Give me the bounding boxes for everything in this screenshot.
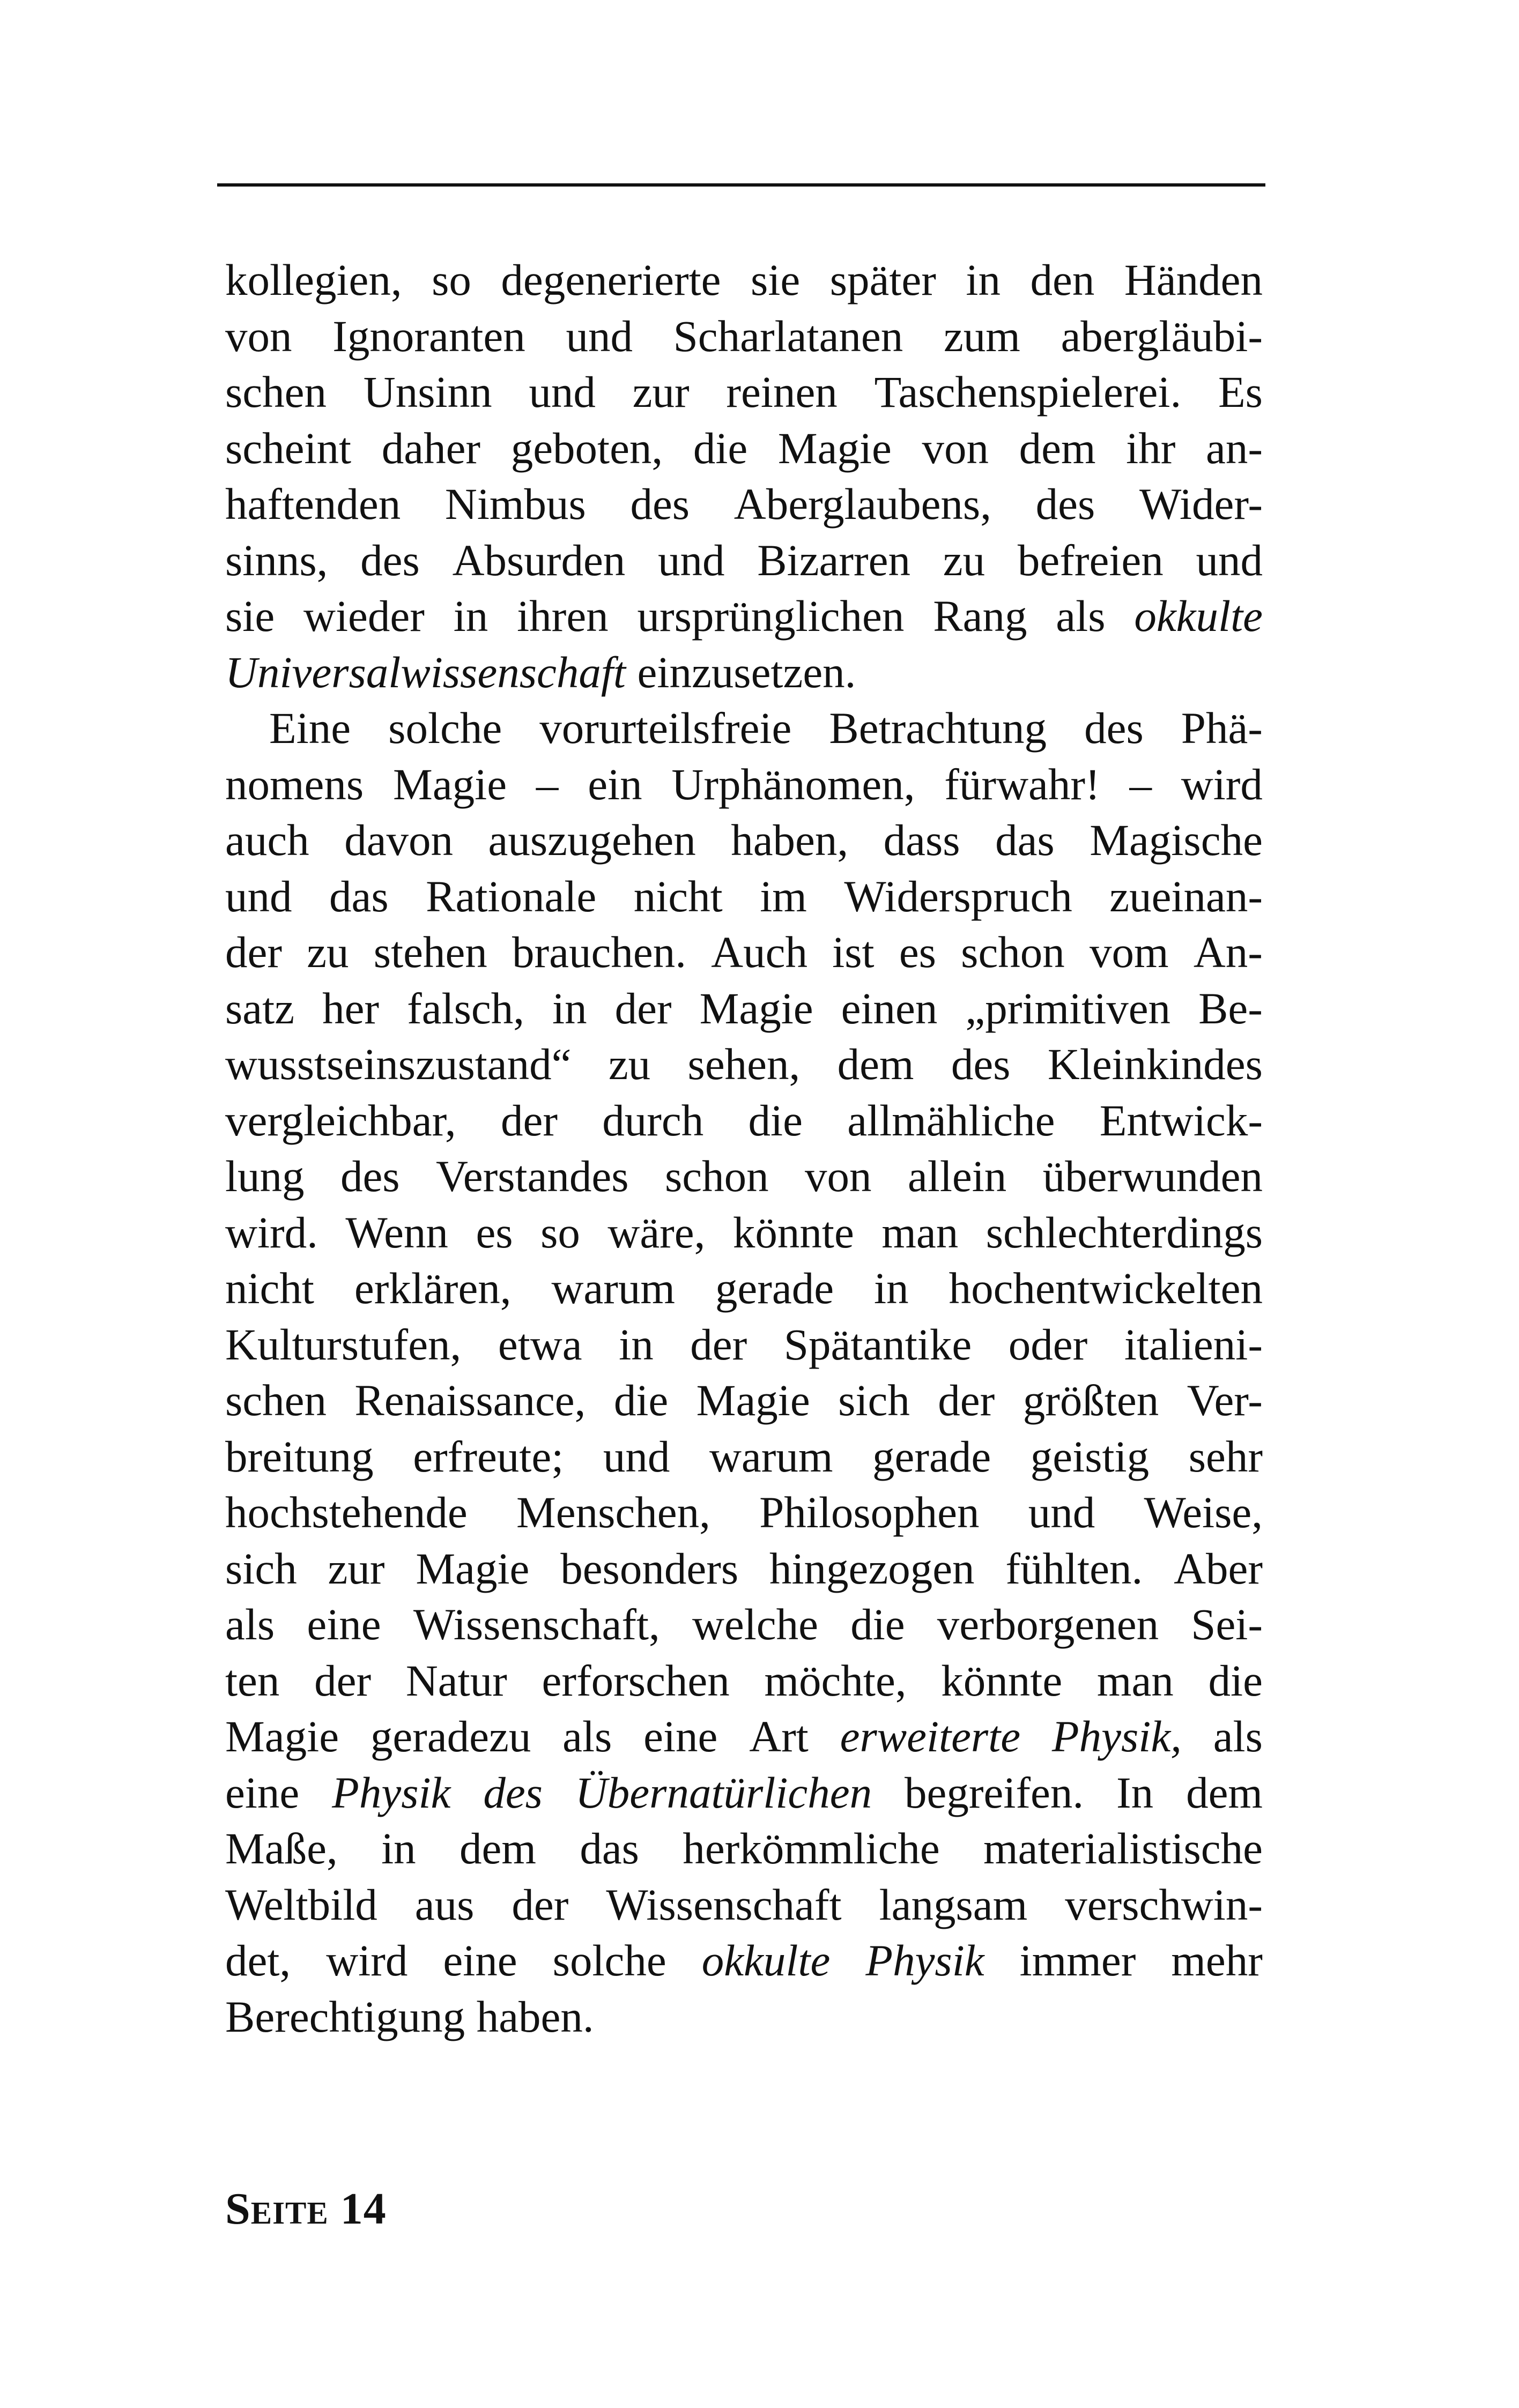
word: den xyxy=(1030,255,1095,304)
word: Verstandes xyxy=(436,1151,629,1201)
word: in xyxy=(381,1824,416,1873)
header-rule xyxy=(217,183,1265,187)
word: der xyxy=(614,983,672,1033)
word: abergläubi- xyxy=(1061,311,1263,361)
word: Art xyxy=(749,1712,809,1761)
text-line xyxy=(225,1036,1263,1092)
word: von xyxy=(805,1151,872,1201)
italic-word: erweiterte xyxy=(840,1712,1021,1761)
word: „primitiven xyxy=(965,983,1171,1033)
italic-word: des xyxy=(483,1767,543,1817)
word: Unsinn xyxy=(363,367,492,417)
word: herkömmliche xyxy=(683,1824,940,1873)
word: überwunden xyxy=(1042,1151,1263,1201)
word: Aber xyxy=(1174,1543,1263,1593)
word: erklären, xyxy=(354,1264,512,1313)
word: die xyxy=(1208,1655,1263,1705)
text-line xyxy=(225,1484,1263,1541)
word: gerade xyxy=(872,1431,991,1481)
word: Ver- xyxy=(1187,1376,1263,1425)
text-line xyxy=(225,588,1263,644)
word: im xyxy=(760,871,807,921)
word: Entwick- xyxy=(1099,1095,1263,1145)
word: sie xyxy=(225,591,275,641)
text-line xyxy=(225,532,1263,589)
word: Wissenschaft xyxy=(606,1879,842,1929)
word: Wenn xyxy=(345,1207,448,1257)
word: könnte xyxy=(732,1207,854,1257)
word: Phä- xyxy=(1181,703,1263,753)
word: stehen xyxy=(373,927,487,977)
text-line xyxy=(225,924,1263,980)
word: gerade xyxy=(715,1264,834,1313)
word: lung xyxy=(225,1151,305,1201)
word: falsch, xyxy=(407,983,524,1033)
word: Nimbus xyxy=(444,479,586,529)
word: eine xyxy=(643,1712,718,1761)
word: warum xyxy=(551,1264,675,1313)
word: und xyxy=(603,1431,670,1481)
word: In xyxy=(1116,1767,1154,1817)
text-line xyxy=(225,1596,1263,1653)
word: italieni- xyxy=(1124,1319,1263,1369)
word: Magie xyxy=(416,1543,530,1593)
word: auszugehen xyxy=(488,815,696,865)
text-line xyxy=(225,1877,1263,1933)
word: und xyxy=(529,367,596,417)
word: zur xyxy=(632,367,690,417)
word: scheint xyxy=(225,423,352,473)
word: Händen xyxy=(1124,255,1263,304)
word: Wissenschaft, xyxy=(413,1600,660,1649)
word: dem xyxy=(1019,423,1096,473)
text-line xyxy=(225,1205,1263,1261)
word: Natur xyxy=(405,1655,507,1705)
italic-word: Physik xyxy=(332,1767,451,1817)
word: breitung xyxy=(225,1431,374,1481)
word: hochentwickelten xyxy=(949,1264,1263,1313)
word: Weltbild xyxy=(225,1879,377,1929)
word: kollegien, xyxy=(225,255,402,304)
word: fühlten. xyxy=(1005,1543,1143,1593)
word: Sei- xyxy=(1191,1600,1263,1649)
text-line xyxy=(225,1541,1263,1597)
word: es xyxy=(899,927,936,977)
word: besonders xyxy=(560,1543,739,1593)
word: zu xyxy=(608,1039,651,1089)
word: hochstehende xyxy=(225,1488,468,1537)
text-line xyxy=(225,1765,1263,1821)
word: allmähliche xyxy=(847,1095,1055,1145)
text-line xyxy=(225,1260,1263,1317)
word: es xyxy=(476,1207,513,1257)
word: wusstseinszustand“ xyxy=(225,1039,572,1089)
text-line xyxy=(225,812,1263,868)
text-line xyxy=(225,1429,1263,1485)
word: der xyxy=(512,1879,569,1929)
word: brauchen. xyxy=(512,927,686,977)
text-line xyxy=(225,644,1263,701)
word: Magische xyxy=(1090,815,1263,865)
word: ihr xyxy=(1126,423,1176,473)
word: Absurden xyxy=(452,535,626,585)
word: ten xyxy=(225,1655,280,1705)
word: später xyxy=(829,255,936,304)
word: zu xyxy=(307,927,349,977)
word: die xyxy=(693,423,748,473)
word: vorurteilsfreie xyxy=(539,703,792,753)
word: dem xyxy=(460,1824,536,1873)
word: mehr xyxy=(1171,1936,1263,1985)
word: die xyxy=(850,1600,905,1649)
word: Berechtigung xyxy=(225,1991,465,2041)
word: nomens xyxy=(225,759,364,809)
word: nicht xyxy=(633,871,723,921)
word: der xyxy=(938,1376,995,1425)
word: das xyxy=(995,815,1055,865)
word: so xyxy=(432,255,471,304)
text-line xyxy=(225,1708,1263,1765)
word: in xyxy=(966,255,1001,304)
word: auch xyxy=(225,815,309,865)
word: Bizarren xyxy=(757,535,911,585)
word: Magie xyxy=(777,423,892,473)
word: Magie xyxy=(699,983,813,1033)
word: oder xyxy=(1008,1319,1088,1369)
word: Taschenspielerei. xyxy=(874,367,1182,417)
word: schen xyxy=(225,1376,327,1425)
word: sehr xyxy=(1188,1431,1263,1481)
word: schon xyxy=(664,1151,769,1201)
word: eine xyxy=(307,1600,381,1649)
word: Maße, xyxy=(225,1824,338,1873)
word: Kleinkindes xyxy=(1047,1039,1263,1089)
word: als xyxy=(562,1712,612,1761)
word: Magie xyxy=(225,1712,339,1761)
word: Rationale xyxy=(426,871,597,921)
word: davon xyxy=(344,815,454,865)
word: vergleichbar, xyxy=(225,1095,456,1145)
word: größten xyxy=(1022,1376,1159,1425)
word: in xyxy=(874,1264,909,1313)
word: und xyxy=(658,535,725,585)
word: könnte xyxy=(941,1655,1063,1705)
word: und xyxy=(1196,535,1263,585)
word: materialistische xyxy=(983,1824,1263,1873)
word: der xyxy=(690,1319,747,1369)
word: begreifen. xyxy=(905,1767,1084,1817)
word: geradezu xyxy=(370,1712,531,1761)
word: sie xyxy=(751,255,801,304)
word: eine xyxy=(443,1936,517,1985)
word: das xyxy=(580,1824,639,1873)
word: Wider- xyxy=(1139,479,1263,529)
word: erforschen xyxy=(542,1655,730,1705)
text-line xyxy=(225,1989,1263,2045)
text-line xyxy=(225,476,1263,532)
word: nicht xyxy=(225,1264,314,1313)
word: solche xyxy=(552,1936,666,1985)
word: ist xyxy=(832,927,875,977)
word: Philosophen xyxy=(759,1488,980,1537)
text-line xyxy=(225,420,1263,477)
word: die xyxy=(748,1095,803,1145)
word: wieder xyxy=(303,591,425,641)
text-line xyxy=(225,1933,1263,1989)
text-line xyxy=(225,1372,1263,1429)
word: verschwin- xyxy=(1065,1879,1263,1929)
word: sich xyxy=(838,1376,910,1425)
text-line xyxy=(225,308,1263,365)
word: als xyxy=(1213,1712,1263,1761)
word: – xyxy=(1129,759,1152,809)
word: durch xyxy=(602,1095,704,1145)
page-number: Seite 14 xyxy=(225,2184,387,2234)
word: – xyxy=(536,759,559,809)
word: des xyxy=(360,535,420,585)
word: ursprünglichen xyxy=(637,591,905,641)
word: Menschen, xyxy=(516,1488,710,1537)
text-line xyxy=(225,1317,1263,1373)
word: von xyxy=(225,311,292,361)
word: Es xyxy=(1218,367,1263,417)
word: des xyxy=(340,1151,400,1201)
word: die xyxy=(613,1376,669,1425)
word: schon xyxy=(961,927,1065,977)
word: welche xyxy=(692,1600,818,1649)
word: Magie xyxy=(696,1376,810,1425)
word: ihren xyxy=(517,591,609,641)
word: verborgenen xyxy=(937,1600,1159,1649)
word: des xyxy=(951,1039,1011,1089)
word: Be- xyxy=(1198,983,1263,1033)
word: schlechterdings xyxy=(986,1207,1263,1257)
word: dem xyxy=(1186,1767,1263,1817)
word: Urphänomen, xyxy=(671,759,915,809)
word: solche xyxy=(388,703,502,753)
word: in xyxy=(619,1319,654,1369)
word: das xyxy=(329,871,389,921)
word: An- xyxy=(1193,927,1263,977)
word: an- xyxy=(1206,423,1263,473)
word: der xyxy=(314,1655,372,1705)
word: wäre, xyxy=(607,1207,706,1257)
word: in xyxy=(552,983,587,1033)
word: Ignoranten xyxy=(332,311,525,361)
word: in xyxy=(453,591,488,641)
word: etwa xyxy=(498,1319,582,1369)
word: des xyxy=(630,479,690,529)
text-line xyxy=(225,1653,1263,1709)
word: langsam xyxy=(879,1879,1028,1929)
text-line xyxy=(225,868,1263,925)
word: einzusetzen. xyxy=(637,647,856,697)
word: daher xyxy=(381,423,481,473)
word: satz xyxy=(225,983,295,1033)
italic-word: Übernatürlichen xyxy=(575,1767,872,1817)
word: und xyxy=(225,871,292,921)
word: vom xyxy=(1090,927,1169,977)
word: her xyxy=(322,983,380,1033)
word: einen xyxy=(841,983,938,1033)
word: und xyxy=(566,311,633,361)
word: möchte, xyxy=(764,1655,907,1705)
text-line xyxy=(225,252,1263,308)
word: geboten, xyxy=(510,423,663,473)
word: von xyxy=(922,423,989,473)
word: Scharlatanen xyxy=(673,311,903,361)
word: aus xyxy=(414,1879,475,1929)
italic-word: Universalwissenschaft xyxy=(225,647,626,697)
word: Betrachtung xyxy=(829,703,1047,753)
word: wird. xyxy=(225,1207,318,1257)
word: immer xyxy=(1019,1936,1136,1985)
word: Eine xyxy=(269,703,351,753)
word: dass xyxy=(883,815,960,865)
word: fürwahr! xyxy=(944,759,1100,809)
word: sehen, xyxy=(687,1039,801,1089)
word: ein xyxy=(588,759,642,809)
italic-word: okkulte xyxy=(1134,591,1263,641)
word: und xyxy=(1028,1488,1095,1537)
word: allein xyxy=(907,1151,1007,1201)
word: als xyxy=(1056,591,1106,641)
word: degenerierte xyxy=(501,255,721,304)
word: Renaissance, xyxy=(354,1376,586,1425)
word: reinen xyxy=(726,367,838,417)
word: der xyxy=(500,1095,558,1145)
word: der xyxy=(225,927,282,977)
word: Auch xyxy=(711,927,807,977)
word: sinns, xyxy=(225,535,328,585)
word: zum xyxy=(943,311,1020,361)
body-text xyxy=(225,252,1263,2045)
word: Weise, xyxy=(1144,1488,1263,1537)
text-line xyxy=(225,1148,1263,1205)
word: haben. xyxy=(476,1991,594,2041)
text-line xyxy=(225,756,1263,813)
word: dem xyxy=(837,1039,914,1089)
word: haftenden xyxy=(225,479,401,529)
word: zueinan- xyxy=(1109,871,1263,921)
italic-word: Physik, xyxy=(1051,1712,1182,1761)
text-line xyxy=(225,1092,1263,1149)
word: haben, xyxy=(731,815,849,865)
word: Aberglaubens, xyxy=(733,479,991,529)
word: geistig xyxy=(1030,1431,1150,1481)
word: sich xyxy=(225,1543,297,1593)
word: warum xyxy=(709,1431,833,1481)
word: als xyxy=(225,1600,275,1649)
word: Rang xyxy=(933,591,1027,641)
text-line xyxy=(225,364,1263,420)
word: Kulturstufen, xyxy=(225,1319,462,1369)
text-line xyxy=(225,980,1263,1037)
word: eine xyxy=(225,1767,300,1817)
word: man xyxy=(1096,1655,1174,1705)
word: zur xyxy=(328,1543,385,1593)
word: erfreute; xyxy=(413,1431,564,1481)
word: befreien xyxy=(1017,535,1164,585)
word: man xyxy=(881,1207,959,1257)
word: des xyxy=(1035,479,1095,529)
word: so xyxy=(540,1207,580,1257)
italic-word: okkulte xyxy=(701,1936,831,1985)
word: zu xyxy=(943,535,986,585)
word: schen xyxy=(225,367,327,417)
word: Magie xyxy=(393,759,507,809)
word: wird xyxy=(1181,759,1263,809)
text-line xyxy=(225,1820,1263,1877)
word: hingezogen xyxy=(769,1543,975,1593)
word: des xyxy=(1084,703,1144,753)
text-line xyxy=(225,700,1263,756)
word: det, xyxy=(225,1936,291,1985)
word: Spätantike xyxy=(783,1319,972,1369)
word: Widerspruch xyxy=(844,871,1072,921)
italic-word: Physik xyxy=(865,1936,984,1985)
word: wird xyxy=(326,1936,408,1985)
